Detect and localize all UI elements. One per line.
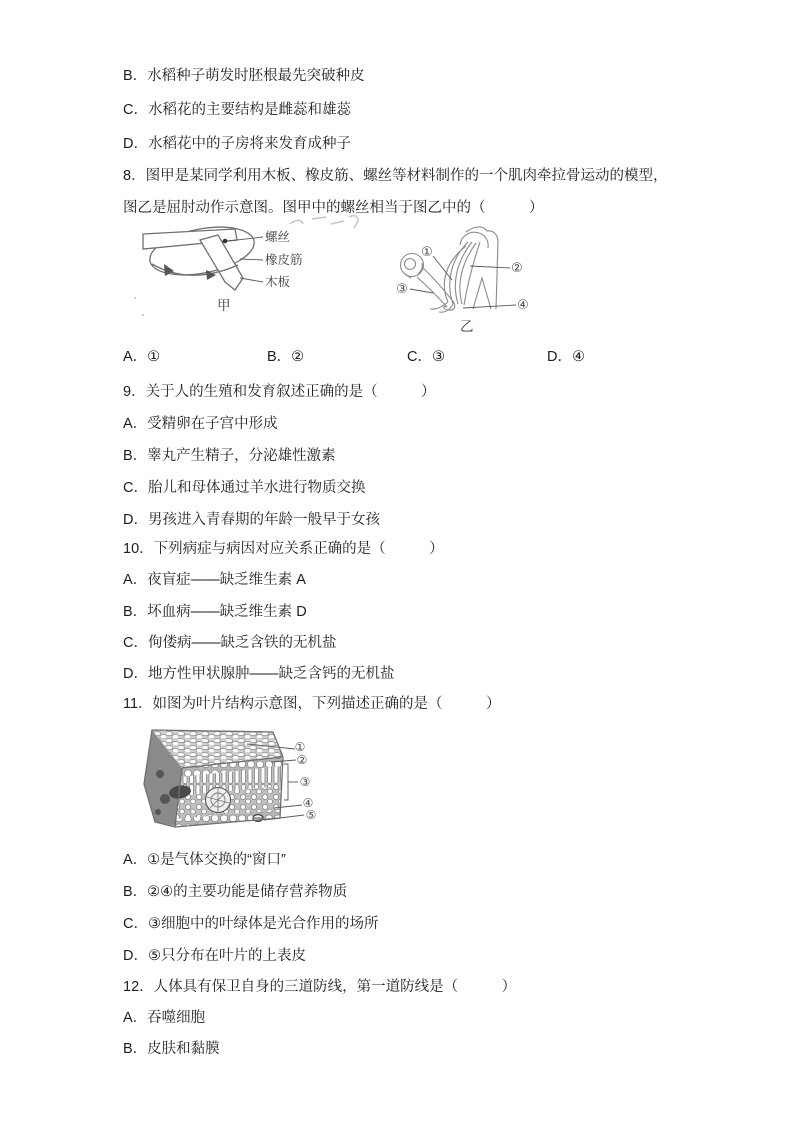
- screw-label: 螺丝: [265, 230, 291, 244]
- screw-dot: [223, 239, 228, 244]
- humerus-bone-line: [464, 242, 480, 305]
- leaf-mark-4: ④: [302, 796, 314, 810]
- figure-caption-jia: 甲: [217, 298, 231, 313]
- q8-figure: [130, 212, 570, 342]
- model-figure: [143, 219, 303, 313]
- scan-artifact: [134, 216, 358, 317]
- arm-figure: [396, 227, 529, 334]
- q9-option-c: C．胎儿和母体通过羊水进行物质交换: [123, 480, 366, 496]
- q10-option-b: B．坏血病——缺乏维生素 D: [123, 604, 307, 620]
- q8-option-a: A．①: [123, 349, 161, 365]
- palisade-bracket: [284, 764, 288, 800]
- q9-option-b: B．睾丸产生精子，分泌雄性激素: [123, 448, 336, 464]
- q11-option-b: B．②④的主要功能是储存营养物质: [123, 884, 348, 900]
- q9-option-a: A．受精卵在子宫中形成: [123, 416, 278, 432]
- q7-option-c: C．水稻花的主要结构是雌蕊和雄蕊: [123, 102, 351, 118]
- leaf-mark-1: ①: [294, 740, 306, 754]
- arm-mark-2: ②: [511, 260, 523, 275]
- q8-option-b: B．②: [267, 349, 305, 365]
- q10-option-a: A．夜盲症——缺乏维生素 A: [123, 572, 306, 588]
- leaf-mark-2: ②: [296, 753, 308, 767]
- figure-caption-yi: 乙: [460, 319, 474, 334]
- q8-stem-line-1: 8．图甲是某同学利用木板、橡皮筋、螺丝等材料制作的一个肌肉牵拉骨运动的模型，: [123, 168, 668, 184]
- arm-mark-4: ④: [517, 297, 529, 312]
- torso-outline: [466, 227, 498, 309]
- q11-option-a: A．①是气体交换的“窗口”: [123, 852, 286, 868]
- rubber-band-label: 橡皮筋: [265, 253, 303, 267]
- q10-option-c: C．佝偻病——缺乏含铁的无机盐: [123, 635, 337, 651]
- q11-option-d: D．⑤只分布在叶片的上表皮: [123, 948, 306, 964]
- q8-options-row: [0, 347, 794, 367]
- q10-option-d: D．地方性甲状腺肿——缺乏含钙的无机盐: [123, 666, 395, 682]
- q8-option-d: D．④: [547, 349, 585, 365]
- q11-option-c: C．③细胞中的叶绿体是光合作用的场所: [123, 916, 379, 932]
- wood-board-label: 木板: [265, 275, 291, 289]
- q7-option-b: B．水稻种子萌发时胚根最先突破种皮: [123, 68, 365, 84]
- arm-mark-3: ③: [396, 281, 408, 296]
- q11-stem: 11．如图为叶片结构示意图，下列描述正确的是（ ）: [123, 696, 501, 712]
- rubber-band-shape: [146, 219, 258, 282]
- q9-option-d: D．男孩进入青春期的年龄一般早于女孩: [123, 512, 380, 528]
- q8-stem-line-2: 图乙是屈肘动作示意图。图甲中的螺丝相当于图乙中的（ ）: [123, 200, 544, 216]
- q7-option-d: D．水稻花中的子房将来发育成种子: [123, 136, 351, 152]
- q11-figure: [130, 724, 330, 834]
- leaf-mark-3: ③: [299, 775, 311, 789]
- leaf-vein: [206, 788, 231, 813]
- leaf-mark-5: ⑤: [305, 808, 317, 822]
- fist-shape: [401, 254, 424, 277]
- q8-option-c: C．③: [407, 349, 445, 365]
- q10-stem: 10．下列病症与病因对应关系正确的是（ ）: [123, 541, 444, 557]
- arm-mark-1: ①: [421, 244, 433, 259]
- q12-option-a: A．吞噬细胞: [123, 1010, 206, 1026]
- q12-stem: 12．人体具有保卫自身的三道防线，第一道防线是（ ）: [123, 979, 517, 995]
- q12-option-b: B．皮肤和黏膜: [123, 1041, 220, 1057]
- q9-stem: 9．关于人的生殖和发育叙述正确的是（ ）: [123, 384, 436, 400]
